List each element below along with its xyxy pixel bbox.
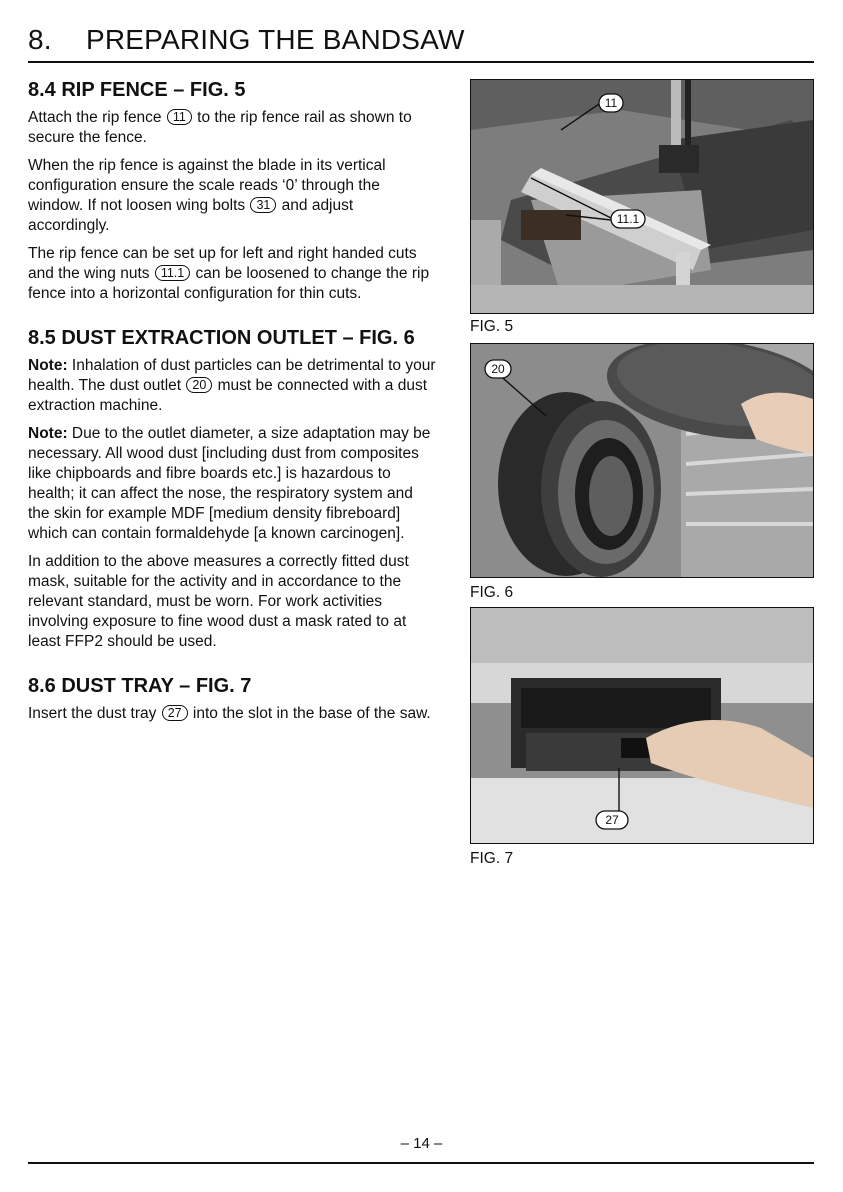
text-run: Due to the outlet diameter, a size adaptation may be necessary. All wood dust [including dust from composites like chipboards and fibre boards etc.] is hazardous to health; it can affect the nose, the respiratory system and the skin for example MDF [medium density fibreboard] which can contain formaldehyde [a known carcinogen]. [28,425,431,542]
page-title [28,24,465,56]
header-rule [28,61,814,63]
paragraph [28,424,438,544]
section-heading-dust-tray: 8.6 DUST TRAY – FIG. 7 [28,675,252,697]
text-run: Inhalation of dust particles can be detrimental to your health. The dust outlet [28,357,436,394]
text-run: When the rip fence is against the blade in its vertical configuration ensure the scale reads ‘0’ through the window. If not loosen wing bolts [28,157,386,214]
text-column [28,78,438,732]
paragraph [28,108,438,148]
text-run: into the slot in the base of the saw. [188,705,431,722]
section-number: 8. [28,24,52,55]
text-run: to the rip fence rail as shown to secure the fence. [28,109,412,146]
paragraph [28,356,438,416]
callout-badge: 20 [186,377,212,393]
note-label: Note: [28,357,68,374]
paragraph [28,156,438,236]
figure-6-caption: FIG. 6 [470,584,514,601]
text-run: must be connected with a dust extraction machine. [28,377,428,414]
text-run: Insert the dust tray [28,705,161,722]
figure-5-rip-fence-photo [470,79,814,314]
footer-rule [28,1162,814,1164]
text-run: Attach the rip fence [28,109,166,126]
callout-20: 20 [491,362,505,376]
callout-badge: 11.1 [155,265,190,281]
callout-27: 27 [605,813,619,827]
callout-badge: 27 [162,705,188,721]
section-title: PREPARING THE BANDSAW [86,24,465,55]
callout-11-1: 11.1 [616,212,640,226]
text-run: and adjust accordingly. [28,197,354,234]
paragraph [28,704,438,724]
section-heading-rip-fence: 8.4 RIP FENCE – FIG. 5 [28,79,246,101]
figure-6-dust-outlet-photo [470,343,814,578]
section-heading-dust-extraction: 8.5 DUST EXTRACTION OUTLET – FIG. 6 [28,327,415,349]
note-label: Note: [28,425,68,442]
text-run: The rip fence can be set up for left and right handed cuts and the wing nuts [28,245,417,282]
text-run: In addition to the above measures a correctly fitted dust mask, suitable for the activity and in accordance to the relevant standard, must be worn. For work activities involving exposure to fine wood dust a mask rated to at least FFP2 should be used. [28,553,409,650]
figure-7-caption: FIG. 7 [470,850,514,867]
page-number: – 14 – [400,1135,443,1152]
callout-11: 11 [604,96,618,110]
callout-badge: 11 [167,109,192,125]
figure-7-dust-tray-photo [470,607,814,844]
paragraph [28,244,438,304]
callout-badge: 31 [250,197,276,213]
paragraph [28,552,438,652]
text-run: can be loosened to change the rip fence into a horizontal configuration for thin cuts. [28,265,430,302]
figure-5-caption: FIG. 5 [470,318,514,335]
